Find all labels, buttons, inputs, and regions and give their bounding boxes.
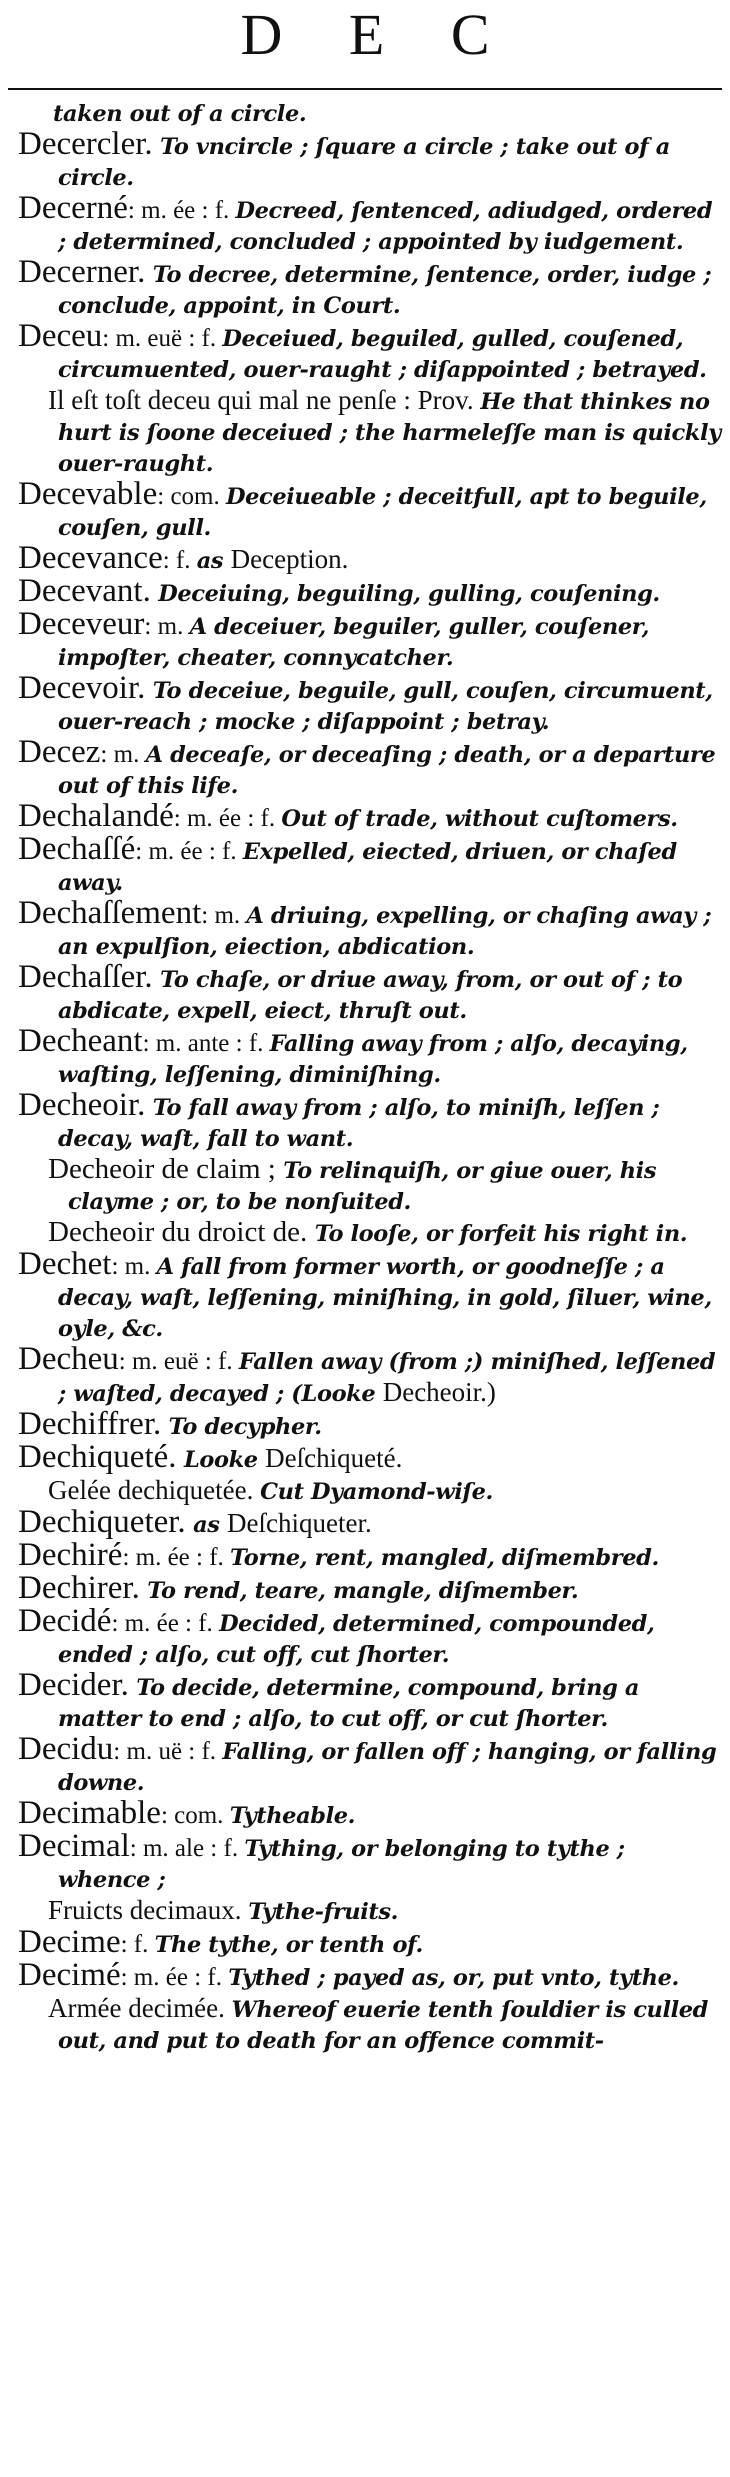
dictionary-entry (8, 1537, 722, 1573)
dictionary-entry (8, 959, 722, 1026)
dictionary-entry (8, 1217, 722, 1249)
grammar-label: : m. (144, 613, 190, 640)
translation: Tytheable. (229, 1803, 356, 1829)
grammar-label: : m. (100, 741, 146, 768)
translation: A deceiuer, beguiler, guller, couſener, impoſter, cheater, connycatcher. (58, 614, 650, 671)
headword: Decidé (18, 1603, 112, 1639)
translation: To vncircle ; ſquare a circle ; take out of a circle. (58, 134, 670, 191)
translation: To decide, determine, compound, bring a matter to end ; alſo, to cut off, or cut ſhorter. (58, 1675, 640, 1732)
translation: To chaſe, or driue away, from, or out of ; to abdicate, expell, eiect, thruſt out. (58, 967, 683, 1024)
translation: Deceiued, beguiled, gulled, couſened, circumuented, ouer-raught ; diſappointed ; betrayed. (58, 326, 707, 383)
dictionary-entry (8, 1924, 722, 1960)
dictionary-entries (8, 98, 722, 2056)
translation: Cut Dyamond-wiſe. (260, 1479, 493, 1505)
grammar-label: : m. ée : f. (111, 1610, 220, 1637)
headword: Dechiqueter. (18, 1504, 186, 1540)
dictionary-entry (8, 1023, 722, 1090)
dictionary-entry (8, 254, 722, 321)
dictionary-entry (8, 1993, 722, 2056)
grammar-label: : m. euë : f. (118, 1348, 239, 1375)
grammar-label: : m. ale : f. (129, 1835, 245, 1862)
grammar-label: : m. uë : f. (113, 1738, 223, 1765)
translation: He that thinkes no hurt is ſoone deceiued ; the harmeleſſe man is quickly ouer-raught. (58, 389, 721, 477)
translation: Falling away from ; alſo, decaying, waſting, leſſening, diminiſhing. (58, 1031, 688, 1088)
translation: To deceiue, beguile, gull, couſen, circumuent, ouer-reach ; mocke ; diſappoint ; betray. (58, 678, 713, 735)
headword: Dechiré (18, 1537, 123, 1573)
dictionary-entry (8, 895, 722, 962)
dictionary-entry (8, 1795, 722, 1831)
headword: Decider. (18, 1667, 129, 1703)
translation: as (185, 1512, 228, 1538)
translation: To decypher. (161, 1414, 322, 1440)
translation: taken out of a circle. (53, 101, 307, 127)
grammar-label: : m. ée : f. (135, 838, 243, 865)
dictionary-entry (8, 734, 722, 801)
translation: To looſe, or forfeit his right in. (307, 1221, 688, 1247)
dictionary-entry (8, 1603, 722, 1670)
grammar-label: : m. ée : f. (122, 1544, 231, 1571)
headword: Decevoir. (18, 670, 146, 706)
dictionary-entry (8, 1667, 722, 1734)
translation: Whereof euerie tenth ſouldier is culled out, and put to death for an offence commit- (58, 1997, 709, 2054)
dictionary-entry (8, 1154, 722, 1217)
grammar-label: : m. euë : f. (102, 325, 223, 352)
translation: To rend, teare, mangle, diſmember. (139, 1578, 579, 1604)
dictionary-entry (8, 670, 722, 737)
headword: Decidu (18, 1731, 114, 1767)
dictionary-entry (8, 1957, 722, 1993)
grammar-label: : com. (160, 1802, 230, 1829)
headword: Decimal (18, 1828, 130, 1864)
translation: To fall away from ; alſo, to miniſh, leſſen ; decay, waſt, fall to want. (58, 1095, 660, 1152)
headword: Decheoir du droict de. (48, 1216, 308, 1248)
translation: Deceiueable ; deceitfull, apt to beguile, couſen, gull. (58, 484, 707, 541)
headword: Decez (18, 734, 101, 770)
dictionary-entry (8, 1895, 722, 1927)
headword: Decimé (18, 1957, 121, 1993)
dictionary-entry (8, 606, 722, 673)
french-text: Deſchiqueter. (227, 1508, 372, 1538)
dictionary-entry (8, 573, 722, 609)
grammar-label: : m. ante : f. (142, 1030, 270, 1057)
translation: To decree, determine, ſentence, order, iudge ; conclude, appoint, in Court. (58, 262, 712, 319)
translation: Deceiuing, beguiling, gulling, couſening. (150, 581, 660, 607)
dictionary-entry (8, 1087, 722, 1154)
translation: To relinquiſh, or giue ouer, his clayme ; or, to be nonſuited. (68, 1158, 657, 1215)
headword: Deceu (18, 318, 103, 354)
grammar-label: : f. (120, 1931, 155, 1958)
headword: Decevable (18, 476, 158, 512)
french-text: Gelée dechiquetée. (48, 1475, 261, 1505)
grammar-label: : m. (201, 902, 247, 929)
dictionary-entry (8, 385, 722, 479)
page-title: D E C (240, 2, 516, 67)
translation: Looke (176, 1447, 266, 1473)
french-text: Deſchiqueté. (265, 1443, 403, 1473)
headword: Decimable (18, 1795, 161, 1831)
dictionary-entry (8, 318, 722, 385)
headword: Decerné (18, 190, 128, 226)
headword: Dechalandé (18, 798, 174, 834)
translation: Out of trade, without cuſtomers. (281, 806, 678, 832)
dictionary-entry (8, 1731, 722, 1798)
grammar-label: : f. (162, 547, 197, 574)
headword: Dechaſſement (18, 895, 202, 931)
headword: Decheant (18, 1023, 143, 1059)
dictionary-entry (8, 190, 722, 257)
translation: Decided, determined, compounded, ended ; alſo, cut off, cut ſhorter. (58, 1611, 655, 1668)
page-header (0, 0, 730, 70)
translation: Tythed ; payed as, or, put vnto, tythe. (228, 1965, 679, 1991)
translation: A deceaſe, or deceaſing ; death, or a departure out of this life. (58, 742, 716, 799)
dictionary-entry (8, 1341, 722, 1409)
translation: Torne, rent, mangled, diſmembred. (230, 1545, 659, 1571)
translation: as (196, 548, 231, 574)
translation: Falling, or fallen off ; hanging, or falling downe. (58, 1739, 717, 1796)
translation: Expelled, eiected, driuen, or chaſed away. (58, 839, 677, 896)
translation: Decreed, ſentenced, adiudged, ordered ; determined, concluded ; appointed by iudgement. (58, 198, 713, 255)
headword: Dechet (18, 1246, 112, 1282)
french-text: Fruicts decimaux. (48, 1895, 249, 1925)
headword: Decevance (18, 540, 163, 576)
french-text: Deception. (230, 544, 349, 574)
translation: Tythe-fruits. (248, 1899, 399, 1925)
french-text: Decheoir.) (382, 1377, 496, 1407)
grammar-label: : com. (157, 483, 226, 510)
grammar-label: : m. (111, 1253, 157, 1280)
headword: Decerner. (18, 254, 146, 290)
grammar-label: : m. ée : f. (120, 1964, 229, 1991)
dictionary-entry (8, 540, 722, 576)
dictionary-entry (8, 1246, 722, 1344)
translation: The tythe, or tenth of. (154, 1932, 423, 1958)
headword: Decercler. (18, 126, 153, 162)
headword: Decheoir. (18, 1087, 146, 1123)
dictionary-entry (8, 1504, 722, 1540)
dictionary-entry (8, 831, 722, 898)
dictionary-entry (8, 98, 722, 129)
headword: Dechiffrer. (18, 1406, 162, 1442)
dictionary-entry (8, 476, 722, 543)
dictionary-entry (8, 1475, 722, 1507)
translation: A fall from former worth, or goodneſſe ; a decay, waſt, leſſening, miniſhing, in gold, ſiluer, wine, oyle, &c. (58, 1254, 712, 1342)
headword: Dechaſſer. (18, 959, 153, 995)
headword: Deceveur (18, 606, 145, 642)
french-text: Il eſt toſt deceu qui mal ne penſe : Prov. (48, 385, 481, 415)
dictionary-entry (8, 1439, 722, 1475)
headword: Decime (18, 1924, 121, 1960)
grammar-label: : m. ée : f. (173, 805, 282, 832)
headword: Decheoir de claim ; (48, 1153, 276, 1185)
translation: Fallen away (from ;) miniſhed, leſſened ; waſted, decayed ; (Looke (58, 1349, 716, 1407)
dictionary-entry (8, 126, 722, 193)
dictionary-entry (8, 1828, 722, 1895)
dictionary-entry (8, 1570, 722, 1606)
headword: Dechirer. (18, 1570, 140, 1606)
headword: Decevant. (18, 573, 151, 609)
dictionary-entry (8, 1406, 722, 1442)
french-text: Armée decimée. (48, 1993, 232, 2023)
translation: Tything, or belonging to tythe ; whence ; (58, 1836, 625, 1893)
translation: A driuing, expelling, or chaſing away ; an expulſion, eiection, abdication. (58, 903, 712, 960)
headword: Dechiqueté. (18, 1439, 177, 1475)
headword: Dechaſſé (18, 831, 136, 867)
grammar-label: : m. ée : f. (127, 197, 236, 224)
header-rule (8, 88, 722, 90)
dictionary-entry (8, 798, 722, 834)
headword: Decheu (18, 1341, 119, 1377)
